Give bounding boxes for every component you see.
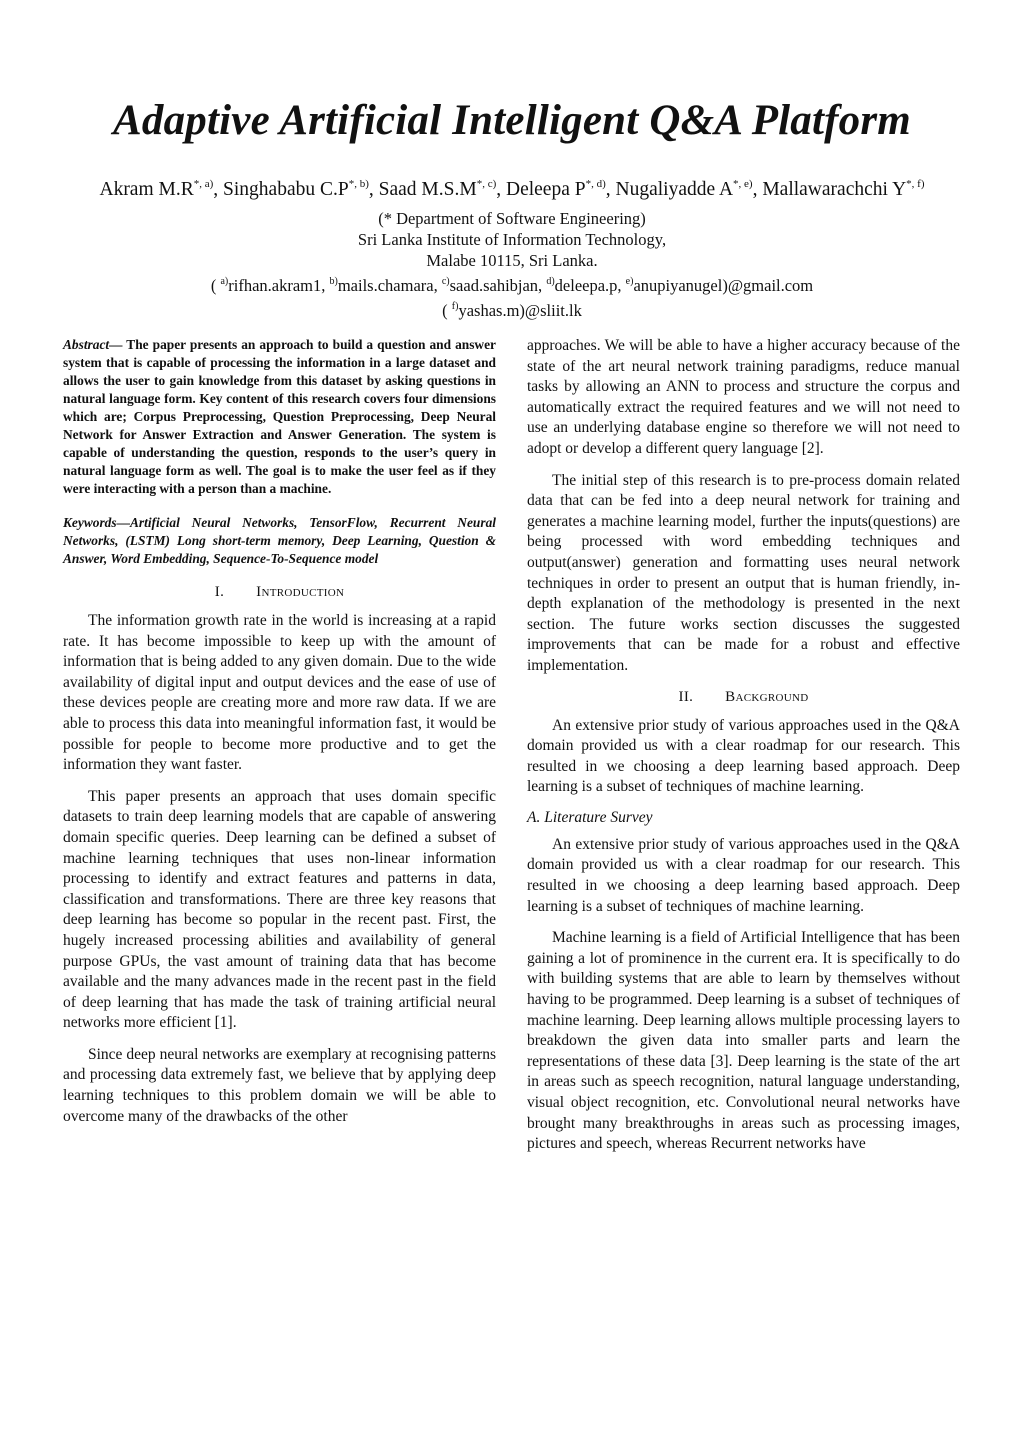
section-heading-introduction (63, 584, 496, 601)
section-title: Background (725, 688, 809, 705)
section-number: II. (678, 688, 694, 705)
paragraph: The initial step of this research is to pre-process domain related data that can be fed into a deep neural network for training and generates a machine learning model, further the inputs(questions) are being processed with word embedding techniques and output(answer) generation and formatting uses neural network techniques in order to present an output that is human friendly, in-depth explanation of the methodology is presented in the next section. The future works section discusses the suggested improvements that can be made for a robust and effective implementation. (527, 471, 960, 674)
paragraph: This paper presents an approach that uses domain specific datasets to train deep learning models that are capable of answering domain specific queries. Deep learning can be defined a subset of machine learning techniques that uses non-linear information processing to identify and extract features and patterns in data, classification and transformations. There are three key reasons that deep learning has become so popular in the recent past. First, the hugely increased processing abilities and availability of general purpose GPUs, the vast amount of training data that has become available and the many advances made in the recent past in the field of deep learning that has made the task of training artificial neural networks more efficient [1]. (63, 787, 496, 1032)
author-name: Mallawarachchi Y (762, 179, 907, 200)
abstract-text: The paper presents an approach to build a question and answer system that is capable of processing the information in a large dataset and allows the user to gain knowledge from this dataset by asking questions in natural language form. Key content of this research covers four dimensions which are; Corpus Preprocessing, Question Preprocessing, Deep Neural Network for Answer Extraction and Answer Generation. The system is capable of understanding the question, responds to the user’s query in natural language form as well. The goal is to make the user feel as if they were interacting with a person than a machine. (63, 337, 496, 496)
email-mark: e) (625, 276, 634, 287)
email-text: anupiyanugel)@gmail.com (633, 276, 814, 295)
email-line-2 (0, 296, 1024, 321)
author-name: Nugaliyadde A (615, 179, 734, 200)
author-name: Deleepa P (506, 179, 586, 200)
author-mark: *, a) (193, 178, 214, 190)
email-mark: d) (546, 276, 555, 287)
paper-title: Adaptive Artificial Intelligent Q&A Platform (113, 97, 911, 144)
email-text: saad.sahibjan, (449, 276, 547, 295)
email-line-1 (0, 271, 1024, 296)
paragraph: An extensive prior study of various approaches used in the Q&A domain provided us with a clear roadmap for our research. This resulted in we choosing a deep learning based approach. Deep learning is a subset of techniques of machine learning. (527, 835, 960, 915)
email-text: yashas.m)@sliit.lk (458, 301, 582, 320)
email-mark: c) (441, 276, 450, 287)
subsection-heading-literature-survey: A. Literature Survey (527, 808, 653, 826)
email-mark: b) (329, 276, 338, 287)
author-name: Saad M.S.M (378, 179, 477, 200)
address-line: Malabe 10115, Sri Lanka. (426, 251, 598, 270)
department-line: (* Department of Software Engineering) (378, 209, 646, 228)
paragraph: Since deep neural networks are exemplary at recognising patterns and processing data extremely fast, we believe that by applying deep learning techniques to this problem domain we will be able to overcome many of the drawbacks of the other (63, 1045, 496, 1125)
institute-line: Sri Lanka Institute of Information Technology, (357, 230, 667, 249)
right-column (527, 336, 960, 1166)
author-mark: *, b) (348, 178, 369, 190)
section-heading-background (527, 689, 960, 706)
paragraph: An extensive prior study of various approaches used in the Q&A domain provided us with a clear roadmap for our research. This resulted in we choosing a deep learning based approach. Deep learning is a subset of techniques of machine learning. (527, 716, 960, 796)
paragraph: Machine learning is a field of Artificial Intelligence that has been gaining a lot of prominence in the current era. It is specifically to do with building systems that are able to learn by themselves without having to be programmed. Deep learning is a subset of techniques of machine learning. Deep learning allows multiple processing layers to breakdown the given data into smaller parts and learn the representations of these data [3]. Deep learning is the state of the art in areas such as speech recognition, natural language understanding, visual object recognition, etc. Convolutional neural networks have brought many breakthroughs in areas such as processing images, pictures and speech, whereas Recurrent networks have (527, 929, 960, 1153)
paren: ( (210, 276, 221, 295)
paragraph: The information growth rate in the world is increasing at a rapid rate. It has become impossible to keep up with the amount of information that is being added to any given domain. Due to the wide availability of digital input and output devices and the ease of use of these devices people are creating more and more raw data. If we are able to process this data into meaningful information fast, it would be possible for people to become more productive and to get the information they want faster. (63, 612, 496, 774)
email-text: deleepa.p, (554, 276, 626, 295)
paragraph: approaches. We will be able to have a higher accuracy because of the state of the art neural network training paradigms, reduce manual tasks by allowing an ANN to process and structure the corpus and automatically extract the required features and we will not need to use an underlying database engine so therefore we will not need to adopt or develop a different query language [2]. (527, 337, 960, 457)
author-mark: *, c) (476, 178, 497, 190)
author-mark: *, f) (906, 178, 925, 190)
email-mark: a) (220, 276, 229, 287)
author-mark: *, e) (733, 178, 753, 190)
author-name: Akram M.R (99, 179, 194, 200)
author-list: Akram $M.R^{*, a)}$, Singhababu $C.P^{*, b)}$, Saad $M.S.M^{*, c)}$, Deleepa $P^{*, d)}$, Nugaliyadde $A^{*, e)}$, Mallawarachchi $Y^{*, f)}$ (99, 178, 925, 200)
email-text: rifhan.akram1, (228, 276, 330, 295)
abstract-label: Abstract— (63, 337, 123, 352)
section-title: Introduction (256, 584, 345, 600)
author-name: Singhababu C.P (223, 179, 349, 200)
left-column (63, 336, 496, 1138)
author-mark: *, d) (585, 178, 606, 190)
email-text: mails.chamara, (337, 276, 442, 295)
paren: ( (442, 301, 452, 320)
section-number: I. (214, 584, 225, 600)
abstract (63, 336, 496, 498)
keywords: Keywords—Artificial Neural Networks, TensorFlow, Recurrent Neural Networks, (LSTM) Long short-term memory, Deep Learning, Question & Answer, Word Embedding, Sequence-To-Sequence model (63, 515, 496, 566)
email-mark: f) (451, 301, 459, 312)
affiliation-block (0, 208, 1024, 321)
